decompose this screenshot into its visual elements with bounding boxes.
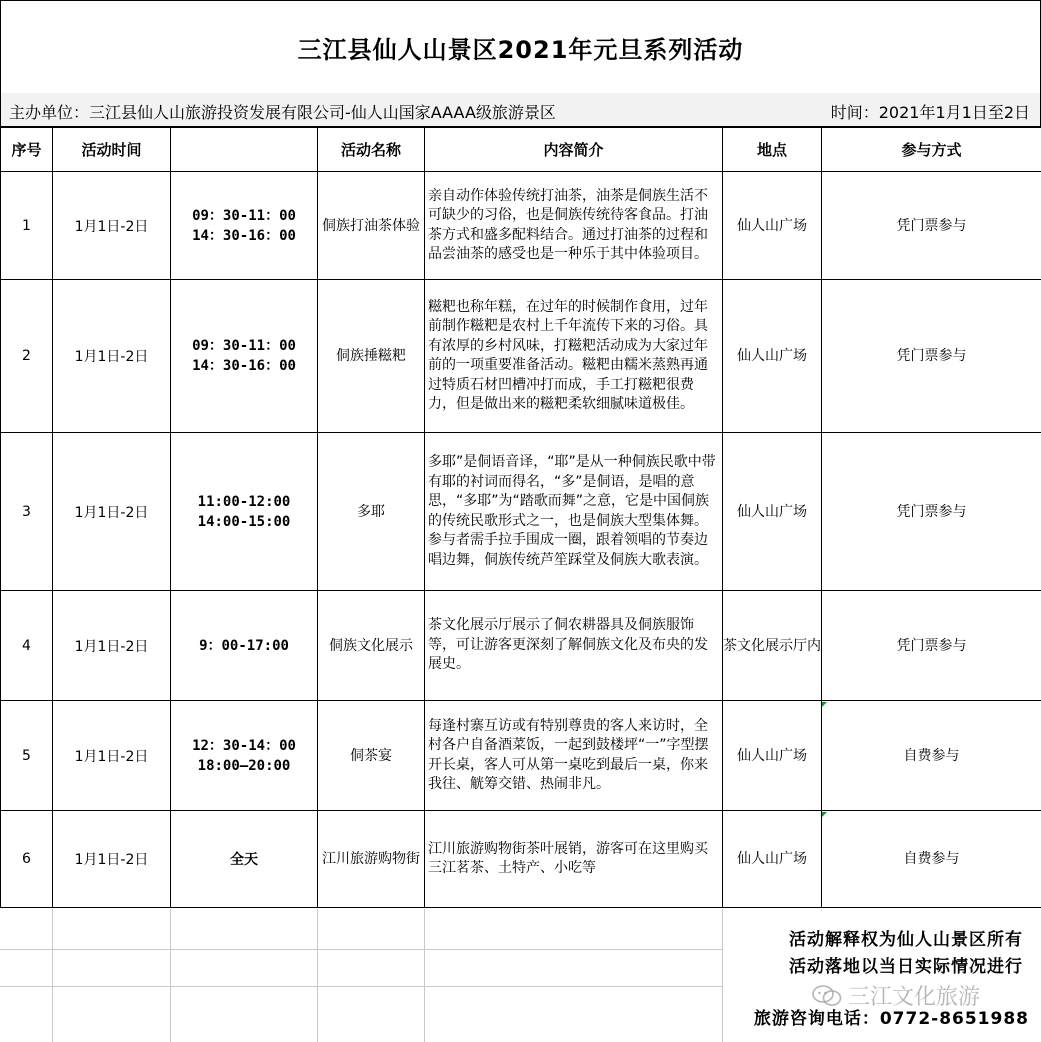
row-participation: 自费参与 [822,811,1041,908]
row-participation: 凭门票参与 [822,433,1041,591]
time-range-text: 时间：2021年1月1日至2日 [830,103,1030,122]
row-index: 6 [1,811,53,908]
row-name: 侗族打油茶体验 [318,172,425,280]
grid-line [424,909,425,1042]
row-name: 侗族捶糍粑 [318,280,425,433]
row-time-2: 14:00-15:00 [197,513,291,530]
row-date: 1月1日-2日 [53,811,171,908]
row-location: 仙人山广场 [723,280,822,433]
row-time-2: 18:00—20:00 [197,757,291,774]
row-time-1: 9：00-17:00 [199,637,289,654]
page-title: 三江县仙人山景区2021年元旦系列活动 [297,35,744,64]
organizer-text: 主办单位：三江县仙人山旅游投资发展有限公司-仙人山国家AAAA级旅游景区 [9,103,556,122]
organizer-row [0,93,1041,127]
cell-comment-marker [822,702,827,707]
header-desc: 内容简介 [425,128,723,172]
header-participation: 参与方式 [822,128,1041,172]
note-actual: 活动落地以当日实际情况进行 [789,957,1023,977]
row-date: 1月1日-2日 [53,591,171,701]
grid-line [317,909,318,1042]
grid-line [722,909,723,1042]
row-participation: 凭门票参与 [822,591,1041,701]
row-name: 侗族文化展示 [318,591,425,701]
table-row [1,591,1041,701]
row-times [171,433,318,591]
note-rights: 活动解释权为仙人山景区所有 [789,930,1023,950]
row-date: 1月1日-2日 [53,433,171,591]
row-location: 仙人山广场 [723,172,822,280]
row-name: 江川旅游购物街 [318,811,425,908]
row-participation: 自费参与 [822,701,1041,811]
row-date: 1月1日-2日 [53,172,171,280]
row-desc: 亲自动作体验传统打油茶，油茶是侗族生活不可缺少的习俗，也是侗族传统待客食品。打油茶方式和盛多配料结合。通过打油茶的过程和品尝油茶的感受也是一种乐于其中体验项目。 [425,172,723,280]
row-time-1: 11:00-12:00 [197,493,291,510]
row-index: 5 [1,701,53,811]
row-index: 1 [1,172,53,280]
row-location: 仙人山广场 [723,433,822,591]
row-location: 仙人山广场 [723,701,822,811]
row-time-2: 14：30-16：00 [192,227,296,244]
header-location: 地点 [723,128,822,172]
table-row [1,280,1041,433]
activity-table [0,127,1041,908]
row-time-2: 14：30-16：00 [192,358,296,374]
header-date: 活动时间 [53,128,171,172]
grid-line [0,949,722,950]
watermark-text: 三江文化旅游 [848,985,981,1010]
row-desc: 每逢村寨互访或有特别尊贵的客人来访时，全村各户自备酒菜饭，一起到鼓楼坪“一”字型摆开长桌，客人可从第一桌吃到最后一桌，你来我往、觥筹交错、热闹非凡。 [425,701,723,811]
row-index: 4 [1,591,53,701]
row-desc: 江川旅游购物街茶叶展销，游客可在这里购买三江茗茶、土特产、小吃等 [425,811,723,908]
row-participation: 凭门票参与 [822,280,1041,433]
cell-comment-marker [822,812,827,817]
row-times [171,172,318,280]
row-desc: 多耶”是侗语音译，“耶”是从一种侗族民歌中带有耶的衬词而得名，“多”是侗语，是唱的意思，“多耶”为“踏歌而舞”之意，它是中国侗族的传统民歌形式之一，也是侗族大型集体舞。参与者需手拉手围成一圈，跟着领唱的节奏边唱边舞，侗族传统芦笙踩堂及侗族大歌表演。 [425,433,723,591]
row-times: 全天 [171,811,318,908]
table-row [1,172,1041,280]
row-participation: 凭门票参与 [822,172,1041,280]
row-name: 多耶 [318,433,425,591]
row-times [171,280,318,433]
row-times [171,701,318,811]
title-row [0,0,1041,94]
header-name: 活动名称 [318,128,425,172]
row-index: 2 [1,280,53,433]
row-desc: 茶文化展示厅展示了侗农耕器具及侗族服饰等，可让游客更深刻了解侗族文化及布央的发展史。 [425,591,723,701]
row-date: 1月1日-2日 [53,701,171,811]
row-times [171,591,318,701]
row-location: 茶文化展示厅内 [723,591,822,701]
row-time-1: 09：30-11：00 [192,338,296,354]
row-time-1: 09：30-11：00 [192,207,296,224]
row-name: 侗茶宴 [318,701,425,811]
table-header-row [1,128,1041,172]
header-time-blank [171,128,318,172]
row-location: 仙人山广场 [723,811,822,908]
row-date: 1月1日-2日 [53,280,171,433]
grid-line [0,986,722,987]
consult-phone: 旅游咨询电话：0772-8651988 [753,1009,1029,1029]
grid-line [52,909,53,1042]
header-index: 序号 [1,128,53,172]
table-row [1,811,1041,908]
row-desc: 糍粑也称年糕，在过年的时候制作食用，过年前制作糍粑是农村上千年流传下来的习俗。具有浓厚的乡村风味，打糍粑活动成为大家过年前的一项重要准备活动。糍粑由糯米蒸熟再通过特质石材凹槽冲打而成，手工打糍粑很费力，但是做出来的糍粑柔软细腻味道极佳。 [425,280,723,433]
grid-line [170,909,171,1042]
table-row [1,701,1041,811]
row-time-1: 12：30-14：00 [192,737,296,754]
row-index: 3 [1,433,53,591]
table-row [1,433,1041,591]
